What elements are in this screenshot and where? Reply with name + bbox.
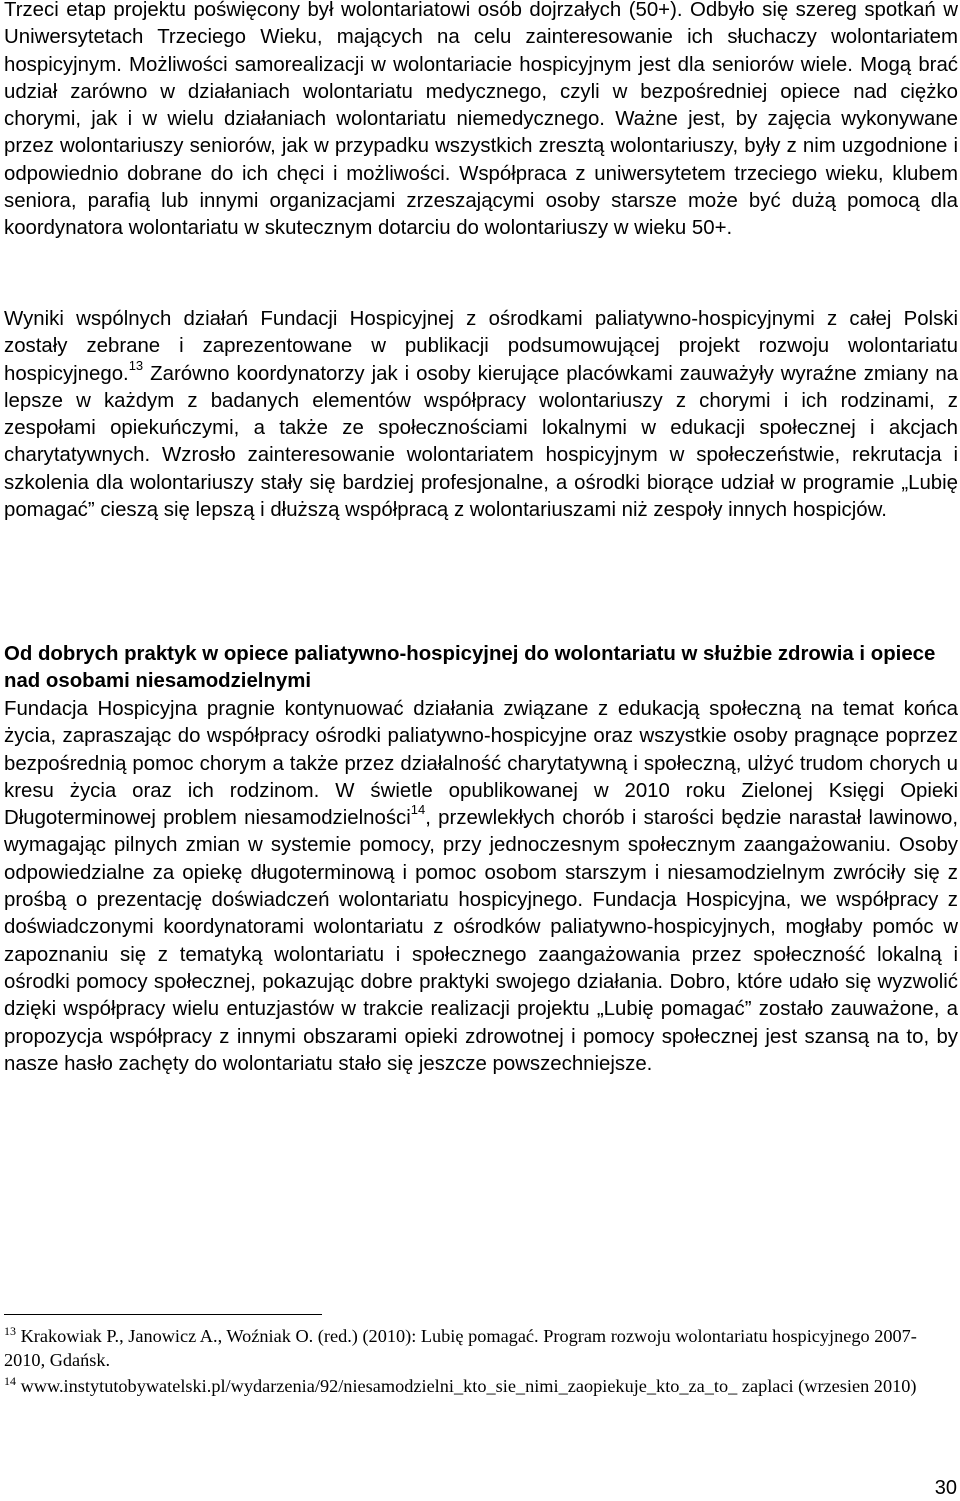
section-heading: Od dobrych praktyk w opiece paliatywno-hospicyjnej do wolontariatu w służbie zdrowia i opiece nad osobami niesamodzielnymi — [4, 643, 936, 693]
footnote-14 — [4, 1375, 954, 1399]
paragraph-3-text-end: , przewlekłych chorób i starości będzie narastał lawinowo, wymagając pilnych zmian w systemie pomocy, przy jednoczesnym społecznym zaangażowaniu. Osoby odpowiedzialne za opiekę długoterminową i pomoc osobom starszym i niesamodzielnym zwróciły się z prośbą o prezentację doświadczeń wolontariatu hospicyjnego. Fundacja Hospicyjna, we współpracy z doświadczonymi koordynatorami wolontariatu z ośrodków paliatywno-hospicyjnych, mogłaby pomóc w zapoznaniu się z tematyką wolontariatu i społecznego zaangażowania przez społeczność lokalną i ośrodki pomocy społecznej, pokazując dobre praktyki swojego działania. Dobro, które udało się wyzwolić dzięki współpracy wielu entuzjastów w trakcie realizacji projektu „Lubię pomagać” zostało zauważone, a propozycja współpracy z innymi obszarami opieki zdrowotnej i pomocy społecznej jest szansą na to, by nasze hasło zachęty do wolontariatu stało się jeszcze powszechniejsze. — [4, 807, 958, 1075]
footnote-separator — [4, 1314, 322, 1315]
footnote-text: Krakowiak P., Janowicz A., Woźniak O. (red.) (2010): Lubię pomagać. Program rozwoju wolontariatu hospicyjnego 2007-2010, Gdańsk. — [4, 1326, 917, 1370]
footnote-text[interactable]: www.instytutobywatelski.pl/wydarzenia/92/niesamodzielni_kto_sie_nimi_zaopiekuje_kto_za_to_ zaplaci (wrzesien 2010) — [16, 1375, 917, 1396]
page-number: 30 — [934, 1477, 957, 1499]
body-paragraph-2 — [4, 306, 958, 524]
footnote-13 — [4, 1325, 954, 1373]
body-paragraph-3 — [4, 696, 958, 1078]
footnotes — [4, 1325, 954, 1400]
footnote-number: 13 — [4, 1323, 16, 1338]
paragraph-3-text-start: Fundacja Hospicyjna pragnie kontynuować działania związane z edukacją społeczną na temat końca życia, zapraszając do współpracy ośrodki paliatywno-hospicyjne oraz wszystkie osoby pragnące poprzez bezpośrednią pomoc chorym a także przez działalność charytatywną i społeczną, ulżyć trudom chorych u kresu życia oraz ich rodzinom. W świetle opublikowanej w 2010 roku Zielonej Księgi Opieki Długoterminowej problem niesamodzielności — [4, 698, 958, 830]
footnote-number: 14 — [4, 1373, 16, 1388]
paragraph-2-text-start: Wyniki wspólnych działań Fundacji Hospicyjnej z ośrodkami paliatywno-hospicyjnymi z całej Polski zostały zebrane i zaprezentowane w publikacji podsumowującej projekt rozwoju wolontariatu hospicyjnego. — [4, 308, 958, 385]
body-paragraph-1: Trzeci etap projektu poświęcony był wolontariatowi osób dojrzałych (50+). Odbyło się szereg spotkań w Uniwersytetach Trzeciego Wieku, mających na celu zainteresowanie ich słuchaczy wolontariatem hospicyjnym. Możliwości samorealizacji w wolontariacie hospicyjnym jest dla seniorów wiele. Mogą brać udział zarówno w działaniach wolontariatu medycznego, czyli w bezpośredniej opiece nad ciężko chorymi, jak i w wielu działaniach wolontariatu niemedycznego. Ważne jest, by zajęcia wykonywane przez wolontariuszy seniorów, jak w przypadku wszystkich zresztą wolontariuszy, były z nim uzgodnione i odpowiednio dobrane do ich chęci i możliwości. Współpraca z uniwersytetem trzeciego wieku, klubem seniora, parafią lub innymi organizacjami zrzeszającymi osoby starsze może być dużą pomocą dla koordynatora wolontariatu w skutecznym dotarciu do wolontariuszy w wieku 50+. — [4, 0, 958, 240]
footnote-ref-14[interactable]: 14 — [410, 802, 426, 818]
footnote-ref-13[interactable]: 13 — [128, 357, 144, 373]
paragraph-2-text-end: Zarówno koordynatorzy jak i osoby kierujące placówkami zauważyły wyraźne zmiany na lepsze w każdym z badanych elementów współpracy wolontariuszy z chorymi i ich rodzinami, z zespołami opiekuńczymi, a także ze społecznościami lokalnymi w edukacji społecznej i akcjach charytatywnych. Wzrosło zainteresowanie wolontariatem hospicyjnym w społeczeństwie, rekrutacja i szkolenia dla wolontariuszy stały się bardziej profesjonalne, a ośrodki biorące udział w programie „Lubię pomagać” cieszą się lepszą i dłuższą współpracą z wolontariuszami niż zespoły innych hospicjów. — [4, 362, 958, 522]
